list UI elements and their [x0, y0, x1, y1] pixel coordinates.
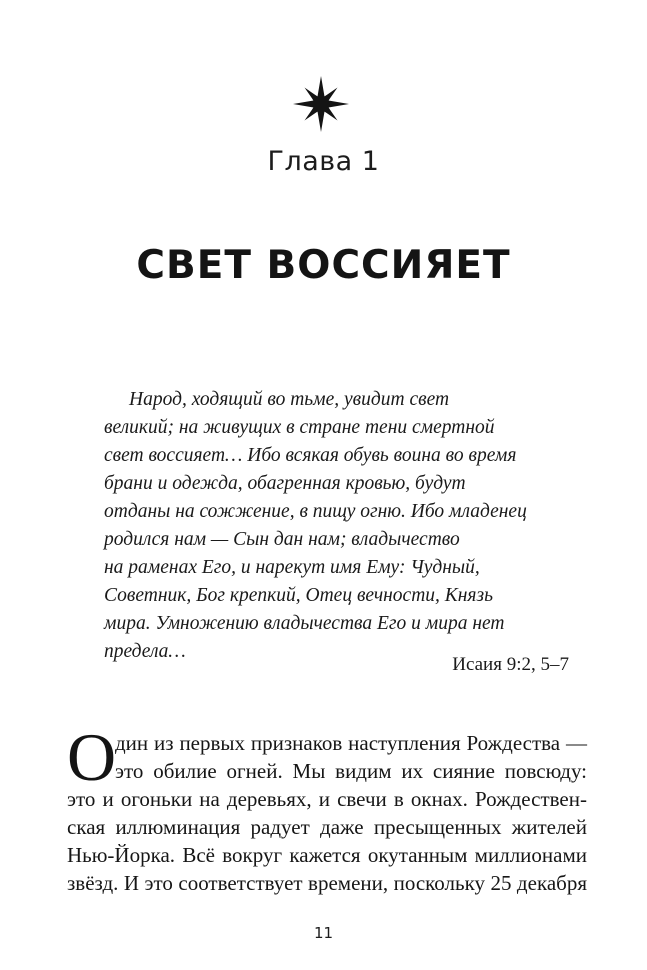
- eight-point-star-icon: [293, 76, 349, 132]
- body-line: дин из первых признаков наступления Рождества —: [115, 731, 587, 755]
- epigraph-line: великий; на живущих в стране тени смертной: [104, 417, 495, 438]
- epigraph-line: отданы на сожжение, в пищу огню. Ибо младенец: [104, 501, 527, 522]
- epigraph-line: брани и одежда, обагренная кровью, будут: [104, 473, 466, 494]
- epigraph-citation: Исаия 9:2, 5–7: [452, 654, 569, 675]
- drop-cap: О: [67, 719, 117, 795]
- body-paragraph: [67, 729, 587, 897]
- epigraph-line: мира. Умножению владычества Его и мира нет: [104, 613, 505, 634]
- chapter-label: Глава 1: [267, 146, 380, 177]
- epigraph-line: Советник, Бог крепкий, Отец вечности, Князь: [104, 585, 493, 606]
- epigraph: [104, 386, 574, 666]
- body-line: Нью-Йорка. Всё вокруг кажется окутанным миллионами: [67, 843, 587, 867]
- epigraph-line: предела…: [104, 641, 186, 662]
- chapter-title: СВЕТ ВОССИЯЕТ: [136, 243, 511, 288]
- body-line: ская иллюминация радует даже пресыщенных жителей: [67, 815, 587, 839]
- epigraph-line: Народ, ходящий во тьме, увидит свет: [129, 389, 450, 410]
- epigraph-line: на раменах Его, и нарекут имя Ему: Чудный,: [104, 557, 480, 578]
- body-line: звёзд. И это соответствует времени, поскольку 25 декабря: [67, 871, 587, 895]
- page-number: 11: [313, 924, 334, 942]
- body-line: это обилие огней. Мы видим их сияние повсюду:: [115, 759, 587, 783]
- epigraph-line: родился нам — Сын дан нам; владычество: [104, 529, 460, 550]
- epigraph-line: свет воссияет… Ибо всякая обувь воина во время: [104, 445, 517, 466]
- body-line: это и огоньки на деревьях, и свечи в окнах. Рождествен-: [67, 787, 587, 811]
